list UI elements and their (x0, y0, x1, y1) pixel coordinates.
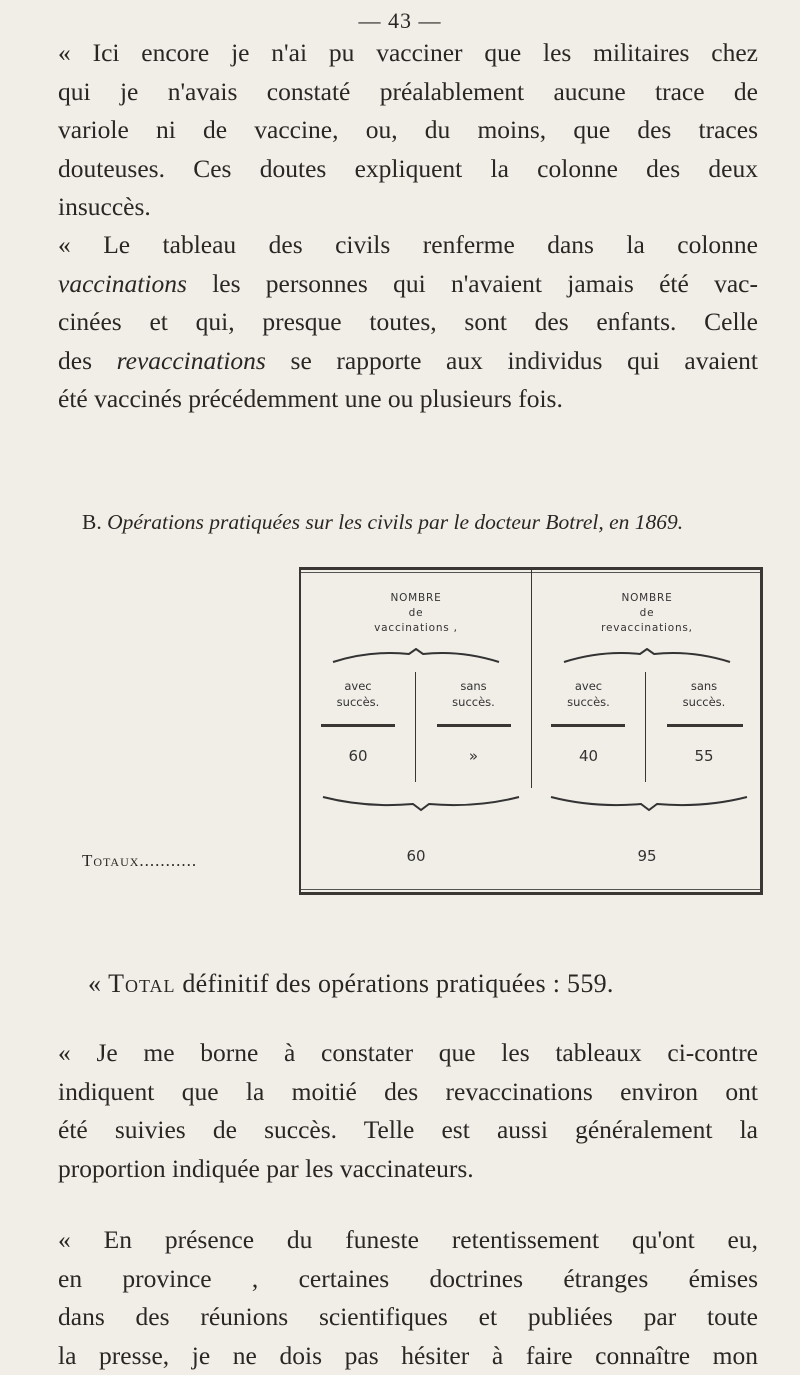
col-header: avec succès. (301, 678, 415, 710)
page-number: — 43 — (0, 8, 800, 34)
text-line: qui je n'avais constaté préalablement aucune trace de (58, 73, 758, 112)
text-line: « En présence du funeste retentissement qu'ont eu, (58, 1221, 758, 1260)
paragraph-civils (58, 226, 758, 419)
text-line: dans des réunions scientifiques et publiées par toute (58, 1298, 758, 1337)
text-line: été suivies de succès. Telle est aussi généralement la (58, 1111, 758, 1150)
totals-brace (321, 794, 521, 812)
text-line: insuccès. (58, 188, 758, 227)
col-header: sans succès. (646, 678, 762, 710)
paragraph-presence (58, 1221, 758, 1375)
col-header: avec succès. (532, 678, 645, 710)
text-line: douteuses. Ces doutes expliquent la colonne des deux (58, 150, 758, 189)
group-header-vaccinations: NOMBRE de vaccinations , (301, 591, 531, 636)
text-line: « Je me borne à constater que les tableaux ci-contre (58, 1034, 758, 1073)
leader-dots: .......... (145, 851, 198, 870)
total-definitif: « Total définitif des opérations pratiquées : 559. (88, 969, 758, 999)
rule (437, 724, 511, 727)
text-line: été vaccinés précédemment une ou plusieurs fois. (58, 380, 758, 419)
text-line (58, 265, 758, 304)
value-cell: 60 (301, 748, 415, 764)
value-cell: » (416, 748, 531, 764)
group-header-revaccinations: NOMBRE de revaccinations, (532, 591, 762, 636)
paragraph-militaires (58, 34, 758, 227)
total-vaccinations: 60 (301, 848, 531, 864)
value-cell: 55 (646, 748, 762, 764)
col-header: sans succès. (416, 678, 531, 710)
rule (551, 724, 625, 727)
text-line: la presse, je ne dois pas hésiter à faire connaître mon (58, 1337, 758, 1375)
total-revaccinations: 95 (532, 848, 762, 864)
text-fragment: des (58, 346, 117, 375)
text-fragment: se rapporte aux individus qui avaient (266, 346, 758, 375)
totals-brace (549, 794, 749, 812)
text-line: « Ici encore je n'ai pu vacciner que les militaires chez (58, 34, 758, 73)
rule (321, 724, 395, 727)
results-table (299, 567, 763, 895)
text-line: proportion indiquée par les vaccinateurs. (58, 1150, 758, 1189)
text-line: cinées et qui, presque toutes, sont des enfants. Celle (58, 303, 758, 342)
header-brace (562, 648, 732, 664)
total-caps: Total (108, 969, 175, 998)
text-line: variole ni de vaccine, ou, du moins, que des traces (58, 111, 758, 150)
section-letter: B. (82, 510, 102, 534)
text-line: indiquent que la moitié des revaccinations environ ont (58, 1073, 758, 1112)
value-cell: 40 (532, 748, 645, 764)
header-brace (331, 648, 501, 664)
section-title (82, 510, 772, 535)
totals-label-text: Totaux. (82, 851, 145, 870)
text-line (58, 342, 758, 381)
section-title-text: Opérations pratiquées sur les civils par le docteur Botrel, en 1869. (107, 510, 683, 534)
totals-label (82, 851, 197, 871)
italic-term: revaccinations (117, 346, 266, 375)
paragraph-constat (58, 1034, 758, 1188)
rule (667, 724, 743, 727)
text-line: en province , certaines doctrines étranges émises (58, 1260, 758, 1299)
italic-term: vaccinations (58, 269, 187, 298)
text-line: « Le tableau des civils renferme dans la colonne (58, 226, 758, 265)
text-fragment: les personnes qui n'avaient jamais été vac- (187, 269, 758, 298)
